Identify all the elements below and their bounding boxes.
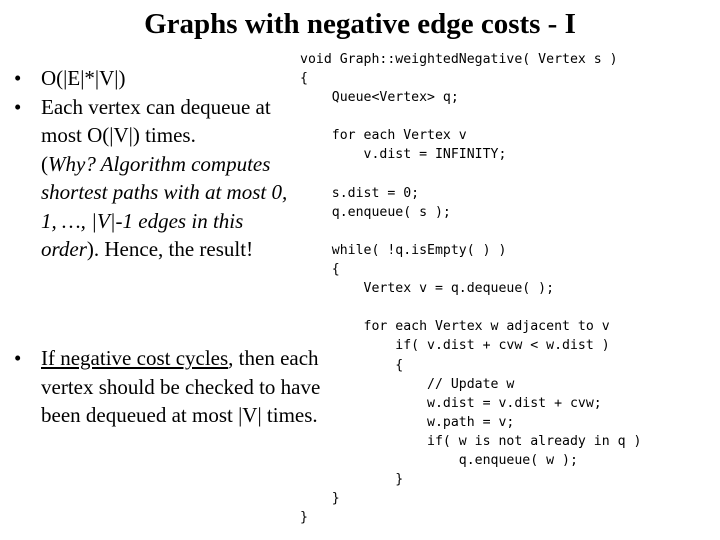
negative-cycles-underlined: If negative cost cycles <box>41 346 229 370</box>
bullet-complexity-text: O(|E|*|V|) <box>41 66 126 90</box>
code-line: for each Vertex v <box>300 128 467 144</box>
code-line: { <box>300 71 308 87</box>
bullet-list <box>14 64 321 427</box>
code-block <box>300 50 641 527</box>
code-line: q.enqueue( s ); <box>300 204 451 220</box>
bullet-dequeue-text: Each vertex can dequeue at most O(|V|) times. <box>41 94 271 147</box>
code-line: q.enqueue( w ); <box>300 452 578 468</box>
code-line <box>300 107 641 126</box>
code-line: // Update w <box>300 376 515 392</box>
hence-text: ). Hence, the result! <box>86 237 254 261</box>
bullet-complexity <box>14 64 294 93</box>
paren-open: ( <box>41 151 48 176</box>
code-line: } <box>300 472 404 488</box>
code-line: if( w is not already in q ) <box>300 433 642 449</box>
code-line: } <box>300 510 308 526</box>
slide-title: Graphs with negative edge costs - I <box>144 8 576 40</box>
why-explanation: Why? Algorithm computes shortest paths with at most 0, 1, …, |V|-1 edges in this order <box>41 151 288 261</box>
code-line: { <box>300 262 340 278</box>
bullet-dequeue <box>14 93 294 264</box>
code-line: Queue<Vertex> q; <box>300 90 459 106</box>
code-line: void Graph::weightedNegative( Vertex s ) <box>300 52 618 67</box>
bullet-marker: • <box>14 66 22 90</box>
bullet-marker: • <box>14 94 22 119</box>
bullet-marker: • <box>14 346 22 370</box>
code-line: v.dist = INFINITY; <box>300 147 507 163</box>
code-line: s.dist = 0; <box>300 185 420 201</box>
code-line: w.path = v; <box>300 414 515 430</box>
code-line: for each Vertex w adjacent to v <box>300 319 610 335</box>
code-line <box>300 165 641 184</box>
negative-cycles-text: , then each vertex should be checked to have been dequeued at most |V| times. <box>41 346 321 427</box>
code-line: if( v.dist + cvw < w.dist ) <box>300 338 610 354</box>
code-line: } <box>300 491 340 507</box>
bullet-negative-cycles <box>14 344 321 430</box>
code-line: Vertex v = q.dequeue( ); <box>300 281 555 297</box>
code-line <box>300 222 641 241</box>
code-line: while( !q.isEmpty( ) ) <box>300 242 507 258</box>
code-line: w.dist = v.dist + cvw; <box>300 395 602 411</box>
code-line: { <box>300 357 404 373</box>
code-line <box>300 298 641 317</box>
